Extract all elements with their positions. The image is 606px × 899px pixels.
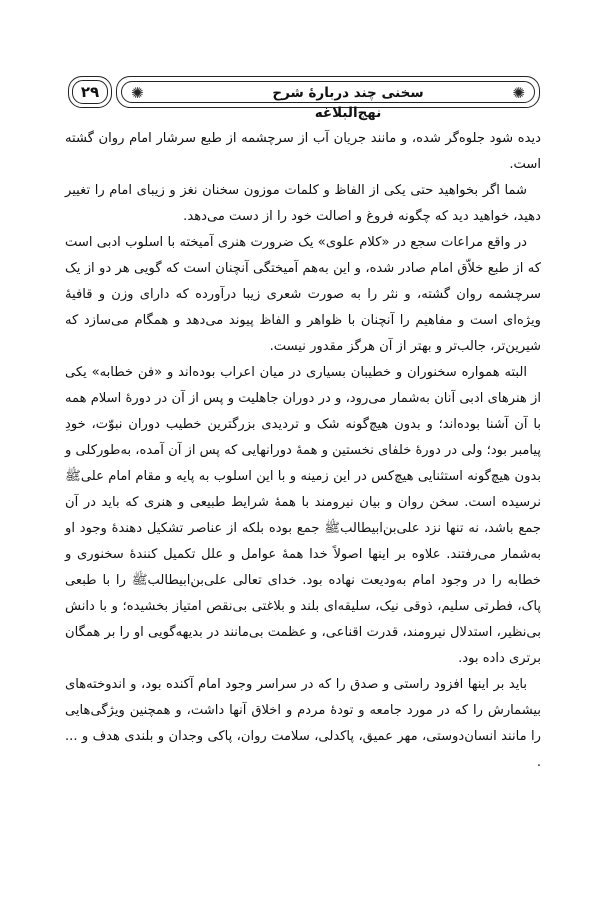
page-number: ۲۹ bbox=[80, 83, 100, 101]
body-text bbox=[65, 126, 541, 776]
page-number-box bbox=[68, 76, 112, 108]
ornament-left-icon: ✺ bbox=[131, 84, 144, 102]
running-header bbox=[68, 76, 540, 121]
paragraph: البته همواره سخنوران و خطیبان بسیاری در میان اعراب بوده‌اند و «فن خطابه» یکی از هنرهای ادبی آنان به‌شمار می‌رود، و در دوران جاهلیت و پس از آن در دورهٔ اسلام همه با آن آشنا بوده‌اند؛ و بدون هیچ‌گونه شک و تردیدی بزرگترین خطیب دوران نبوّت، خودِ پیامبر بود؛ ولی در دورهٔ خلفای نخستین و همهٔ دورانهایی که پس از آن آمده، به‌طورکلی و بدون هیچ‌گونه استثنایی هیچ‌کس در این زمینه و با این اسلوب به پایه و مقام امام علی‌ﷺ نرسیده است. سخن روان و بیان نیرومند با همهٔ شرایط طبیعی و هنری که باید در آن جمع باشد، نه تنها نزد علی‌بن‌ابیطالب‌ﷺ جمع بوده بلکه از عناصر تشکیل دهندهٔ وجود او به‌شمار می‌رفتند. علاوه بر اینها اصولاً خدا همهٔ عوامل و علل تکمیل کنندهٔ سخنوری و خطابه را در وجود امام به‌ودیعت نهاده بود. خدای تعالی علی‌بن‌ابیطالب‌ﷺ را با طبعی پاک، فطرتی سلیم، ذوقی نیک، سلیقه‌ای بلند و بلاغتی بی‌نقص امتیاز بخشیده؛ و با دانش بی‌نظیر، استدلال نیرومند، قدرت اقناعی، و عظمت بی‌مانند در بدیهه‌گویی او را بر همگان برتری داده بود. bbox=[65, 365, 541, 666]
paragraph: شما اگر بخواهید حتی یکی از الفاظ و کلمات موزون سخنان نغز و زیبای امام را تغییر دهید، خواهید دید که چگونه فروغ و اصالت خود را از دست می‌دهد. bbox=[65, 183, 541, 224]
header-title: سخنی چند دربارهٔ شرح نهج‌البلاغه bbox=[272, 85, 424, 121]
paragraph: باید بر اینها افزود راستی و صدق را که در سراسر وجود امام آکنده بود، و اندوخته‌های بیشمارش را که در مورد جامعه و تودهٔ مردم و اخلاق آنها داشت، و همچنین ویژگی‌هایی را مانند انسان‌دوستی، مهر عمیق، پاکدلی، سلامت روان، پاکی وجدان و بلندی هدف و ... . bbox=[65, 677, 541, 770]
paragraph: در واقع مراعات سجع در «کلام علوی» یک ضرورت هنری آمیخته با اسلوب ادبی است که از طبع خلاّق امام صادر شده، و این به‌هم آمیختگی آنچنان است که گویی هر دو از یک سرچشمه روان گشته، و نثر را به صورت شعری زیبا درآورده که دارای وزن و قافیهٔ ویژه‌ای است و مفاهیم را آنچنان با ظواهر و الفاظ پیوند می‌دهد و همگام می‌سازد که شیرین‌تر، جالب‌تر و بهتر از آن هرگز مقدور نیست. bbox=[65, 235, 541, 354]
ornament-right-icon: ✺ bbox=[512, 84, 525, 102]
paragraph: دیده شود جلوه‌گر شده، و مانند جریان آب از سرچشمه از طبع سرشار امام روان گشته است. bbox=[65, 131, 541, 172]
header-frame bbox=[116, 76, 540, 121]
